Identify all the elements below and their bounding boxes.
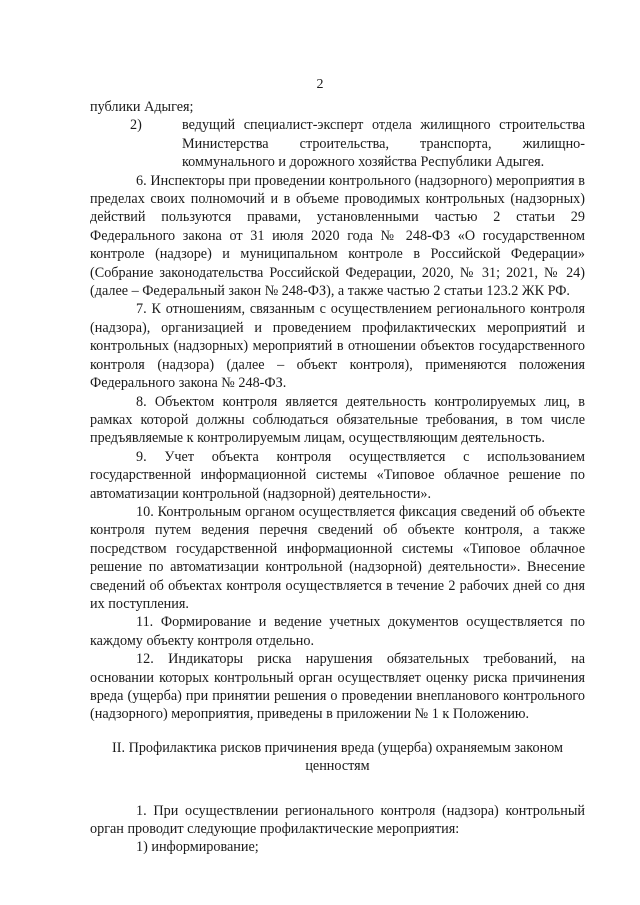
spacer [90,776,585,802]
paragraph-12: 12. Индикаторы риска нарушения обязательных требований, на основании которых контрольный орган осуществляет оценку риска причинения вреда (ущерба) при принятии решения о проведении внепланового контрольного (надзорного) мероприятия, приведены в приложении № 1 к Положению. [90,651,585,723]
paragraph-11: 11. Формирование и ведение учетных документов осуществляется по каждому объекту контроля отдельно. [90,614,585,649]
page-number: 2 [316,77,324,92]
paragraph-6: 6. Инспекторы при проведении контрольного (надзорного) мероприятия в пределах своих полномочий и в объеме проводимых контрольных (надзорных) действий пользуются правами, установленными частью 2 статьи 29 Федерального закона от 31 июля 2020 года № 248-ФЗ «О государственном контроле (надзоре) и муниципальном контроле в Российской Федерации» (Собрание законодательства Российской Федерации, 2020, № 31; 2021, № 24) (далее – Федеральный закон № 248-ФЗ), а также частью 2 статьи 123.2 ЖК РФ. [90,172,585,300]
paragraph-8: 8. Объектом контроля является деятельность контролируемых лиц, в рамках которой должны соблюдаться обязательные требования, в том числе предъявляемые к контролируемым лицам, осуществляющим деятельность. [90,393,585,447]
continuation-text: публики Адыгея; [90,99,194,115]
section-heading: II. Профилактика рисков причинения вреда (ущерба) охраняемым законом ценностям [112,739,563,775]
paragraph-10: 10. Контрольным органом осуществляется фиксация сведений об объекте контроля путем ведения перечня сведений об объекте контроля, а также посредством государственной информационной системы «Типовое облачное решение по автоматизации контрольной (надзорной) деятельности». Внесение сведений об объектах контроля осуществляется в течение 2 рабочих дней со дня их поступления. [90,503,585,612]
list-item-2 [90,116,585,171]
section-list-item-1: 1) информирование; [136,839,259,856]
section-paragraph-1: 1. При осуществлении регионального контроля (надзора) контрольный орган проводит следующие профилактические мероприятия: [90,802,585,838]
list-item-text: ведущий специалист-эксперт отдела жилищного строительства Министерства строительства, транспорта, жилищно-коммунального и дорожного хозяйства Республики Адыгея. [182,117,585,171]
list-item-number: 2) [130,117,142,134]
paragraph-7: 7. К отношениям, связанным с осуществлением регионального контроля (надзора), организацией и проведением профилактических мероприятий и контрольных (надзорных) мероприятий в отношении объектов государственного контроля (надзора) (далее – объект контроля), применяются положения Федерального закона № 248-ФЗ. [90,301,585,392]
paragraph-9: 9. Учет объекта контроля осуществляется с использованием государственной информационной системы «Типовое облачное решение по автоматизации контрольной (надзорной) деятельности». [90,448,585,502]
spacer [90,724,585,739]
document-body [90,98,585,857]
